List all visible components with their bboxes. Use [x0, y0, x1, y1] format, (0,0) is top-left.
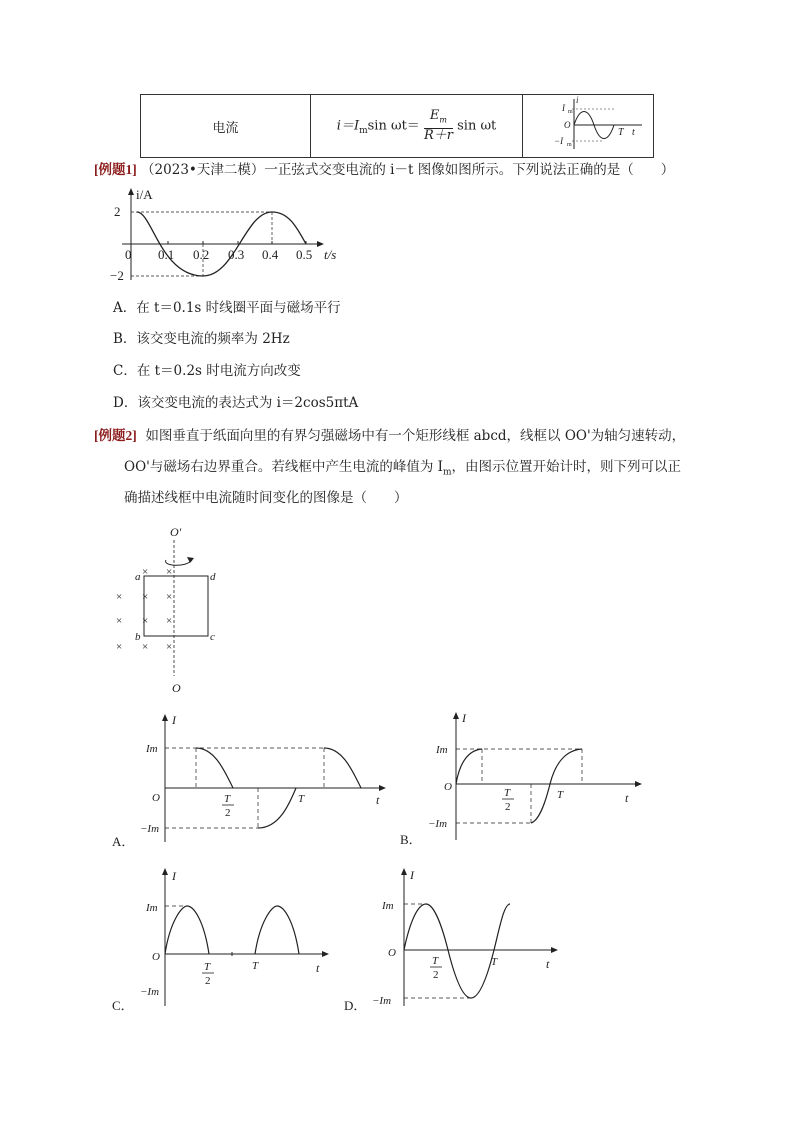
example1-graph — [110, 186, 360, 286]
corner-b: b — [135, 631, 141, 643]
svg-text:2: 2 — [225, 807, 231, 819]
corner-a: a — [135, 571, 141, 583]
example2-line2: OO'与磁场右边界重合。若线框中产生电流的峰值为 $I_m$，由图示位置开始计时，则下列可以正 — [124, 459, 682, 478]
table-cell-formula — [311, 95, 523, 158]
graph-a — [110, 712, 400, 852]
svg-text:T: T — [557, 789, 564, 801]
option-a: A．在 t＝0.1s 时线圈平面与磁场平行 — [113, 300, 341, 316]
svg-text:Im: Im — [436, 744, 448, 756]
graph-d — [342, 866, 572, 1016]
svg-text:T: T — [491, 956, 498, 968]
formula-part: i＝ — [336, 118, 354, 134]
svg-text:t: t — [316, 961, 320, 975]
svg-text:t: t — [625, 791, 629, 805]
svg-text:T: T — [224, 793, 231, 805]
option-d: D．该交变电流的表达式为 i＝2cos5πtA — [113, 395, 359, 411]
summary-table — [140, 94, 654, 158]
frac-num-sub: m — [439, 115, 447, 125]
svg-text:×: × — [116, 591, 123, 603]
formula-fraction — [424, 109, 453, 143]
mini-T: T — [618, 127, 624, 138]
option-b: B．该交变电流的频率为 2Hz — [113, 331, 290, 347]
svg-text:×: × — [166, 641, 173, 653]
svg-text:T: T — [204, 961, 211, 973]
example2-line1 — [94, 426, 685, 446]
svg-text:t: t — [546, 957, 550, 971]
svg-text:T: T — [432, 955, 439, 967]
svg-text:×: × — [142, 641, 149, 653]
ylabel: i/A — [136, 187, 153, 202]
svg-text:Im: Im — [146, 743, 158, 755]
svg-text:O: O — [444, 781, 452, 793]
svg-text:2: 2 — [433, 969, 439, 981]
axis-O-prime: O′ — [170, 525, 182, 539]
svg-text:O: O — [152, 951, 160, 963]
svg-text:×: × — [116, 615, 123, 627]
corner-c: c — [210, 631, 215, 643]
coil-figure — [110, 524, 230, 696]
svg-text:×: × — [116, 641, 123, 653]
graph-a-label: A． — [112, 834, 135, 849]
example2-tag: [例题2] — [94, 428, 137, 443]
svg-text:2: 2 — [505, 801, 511, 813]
xtick-0.5: 0.5 — [296, 247, 313, 262]
graph-b — [398, 710, 648, 850]
xtick-0.1: 0.1 — [158, 247, 175, 262]
example1-text: （2023•天津二模）一正弦式交变电流的 i－t 图像如图所示。下列说法正确的是（ ） — [141, 162, 675, 178]
example1-question — [94, 160, 674, 180]
svg-text:T: T — [298, 793, 305, 805]
mini-origin: O — [564, 120, 571, 130]
formula-sub: m — [359, 126, 368, 137]
formula-right: sin ωt — [457, 118, 497, 134]
coil-abcd — [144, 576, 208, 636]
graph-c-label: C． — [112, 998, 134, 1013]
mini-negIm: −I — [554, 136, 564, 146]
example2-text1: 如图垂直于纸面向里的有界匀强磁场中有一个矩形线框 abcd，线框以 OO'为轴匀速转动， — [145, 428, 686, 444]
svg-text:×: × — [166, 615, 173, 627]
option-c: C．在 t＝0.2s 时电流方向改变 — [113, 363, 301, 379]
mini-negIm-sub: m — [567, 142, 572, 148]
svg-text:T: T — [504, 787, 511, 799]
graph-c — [110, 866, 340, 1016]
svg-text:×: × — [142, 591, 149, 603]
svg-text:−Im: −Im — [428, 818, 448, 830]
svg-text:×: × — [142, 566, 149, 578]
mini-Im-sub: m — [568, 109, 573, 115]
mini-t: t — [632, 127, 635, 138]
table-cell-graph — [523, 95, 654, 158]
svg-text:O: O — [152, 792, 160, 804]
ytick-neg2: −2 — [110, 268, 124, 283]
svg-text:×: × — [142, 615, 149, 627]
svg-text:I: I — [172, 869, 176, 883]
formula-mid: sin ωt＝ — [367, 118, 420, 134]
xtick-0: 0 — [125, 247, 132, 262]
formula-Im: I — [353, 118, 360, 134]
mini-sine-graph — [524, 95, 652, 153]
corner-d: d — [210, 571, 216, 583]
mini-axis-i: i — [576, 95, 579, 105]
svg-text:−Im: −Im — [140, 823, 160, 835]
svg-text:×: × — [166, 591, 173, 603]
svg-text:Im: Im — [146, 902, 158, 914]
svg-text:O: O — [388, 947, 396, 959]
graph-b-label: B． — [400, 832, 422, 847]
xtick-0.3: 0.3 — [228, 247, 245, 262]
xlabel: t/s — [324, 247, 337, 262]
frac-denominator: R＋r — [423, 127, 453, 143]
axis-O: O — [172, 681, 181, 695]
xtick-0.4: 0.4 — [262, 247, 279, 262]
xtick-0.2: 0.2 — [193, 247, 210, 262]
svg-text:I: I — [410, 868, 414, 882]
mini-Im: I — [562, 103, 565, 113]
svg-text:2: 2 — [205, 975, 211, 987]
graph-d-label: D． — [344, 998, 367, 1013]
svg-text:I: I — [172, 713, 176, 727]
ytick-2: 2 — [114, 204, 121, 219]
svg-text:×: × — [166, 566, 173, 578]
svg-text:−Im: −Im — [372, 995, 392, 1007]
example1-tag: [例题1] — [94, 162, 137, 177]
svg-text:t: t — [376, 793, 380, 807]
frac-numerator: E — [429, 108, 440, 124]
svg-text:Im: Im — [382, 900, 394, 912]
table-cell-label: 电流 — [141, 95, 311, 158]
svg-text:−Im: −Im — [140, 986, 160, 998]
svg-text:T: T — [252, 960, 259, 972]
example2-line3: 确描述线框中电流随时间变化的图像是（ ） — [124, 490, 408, 506]
svg-text:I: I — [462, 711, 466, 725]
